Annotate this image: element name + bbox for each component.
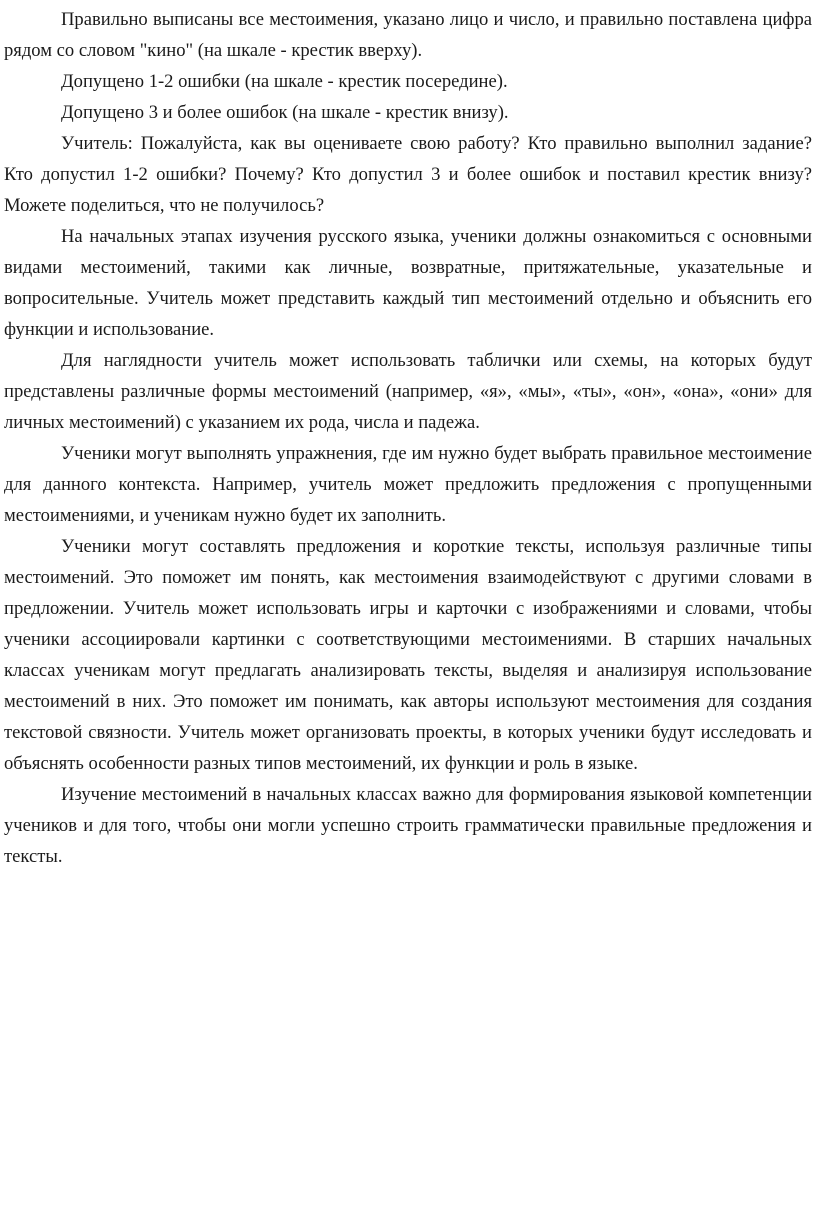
paragraph-criteria-3-errors: Допущено 3 и более ошибок (на шкале - крестик внизу). (61, 102, 509, 123)
paragraph-sentence-composition: Ученики могут составлять предложения и короткие тексты, используя различные типы местоимений. Это поможет им понять, как местоимения взаимодействуют с другими словами в предложении. Учитель может использовать игры и карточки с изображениями и словами, чтобы ученики ассоциировали картинки с соответствующими местоимениями. В старших начальных классах ученикам могут предлагать анализировать тексты, выделяя и анализируя использование местоимений в них. Это поможет им понимать, как авторы используют местоимения для создания текстовой связности. Учитель может организовать проекты, в которых ученики будут исследовать и объяснять особенности разных типов местоимений, их функции и роль в языке. (4, 536, 812, 774)
paragraph-teacher-question: Учитель: Пожалуйста, как вы оцениваете свою работу? Кто правильно выполнил задание? Кто допустил 1-2 ошибки? Почему? Кто допустил 3 и более ошибок и поставил крестик внизу? Можете поделиться, что не получилось? (4, 133, 812, 216)
paragraph-exercises: Ученики могут выполнять упражнения, где им нужно будет выбрать правильное местоимение для данного контекста. Например, учитель может предложить предложения с пропущенными местоимениями, и ученикам нужно будет их заполнить. (4, 443, 812, 526)
paragraph-conclusion: Изучение местоимений в начальных классах важно для формирования языковой компетенции учеников и для того, чтобы они могли успешно строить грамматически правильные предложения и тексты. (4, 784, 812, 867)
document-body (4, 4, 812, 872)
paragraph-visual-aids: Для наглядности учитель может использовать таблички или схемы, на которых будут представлены различные формы местоимений (например, «я», «мы», «ты», «он», «она», «они» для личных местоимений) с указанием их рода, числа и падежа. (4, 350, 812, 433)
paragraph-criteria-correct: Правильно выписаны все местоимения, указано лицо и число, и правильно поставлена цифра рядом со словом "кино" (на шкале - крестик вверху). (4, 9, 812, 61)
paragraph-criteria-1-2-errors: Допущено 1-2 ошибки (на шкале - крестик посередине). (61, 71, 508, 92)
paragraph-pronoun-types: На начальных этапах изучения русского языка, ученики должны ознакомиться с основными видами местоимений, такими как личные, возвратные, притяжательные, указательные и вопросительные. Учитель может представить каждый тип местоимений отдельно и объяснить его функции и использование. (4, 226, 812, 340)
